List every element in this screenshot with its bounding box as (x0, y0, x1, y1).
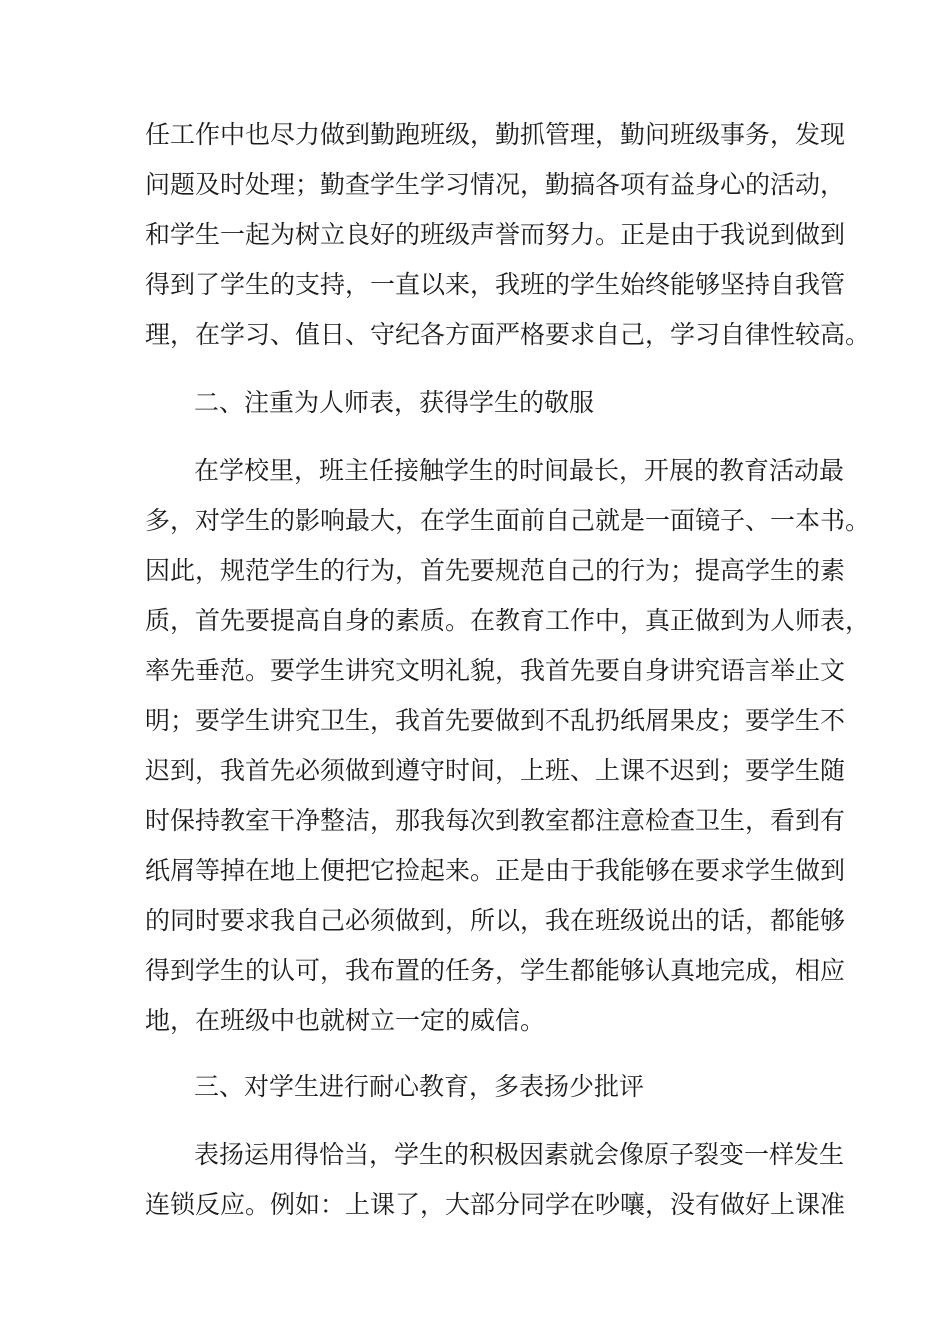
paragraph-3-line-1: 表扬运用得恰当，学生的积极因素就会像原子裂变一样发生 (194, 1140, 845, 1169)
paragraph-2-line-11: 得到学生的认可，我布置的任务，学生都能够认真地完成，相应 (145, 956, 846, 985)
paragraph-2-line-6: 明；要学生讲究卫生，我首先要做到不乱扔纸屑果皮；要学生不 (145, 706, 846, 735)
paragraph-1-line-1: 任工作中也尽力做到勤跑班级，勤抓管理，勤问班级事务，发现 (145, 120, 846, 149)
paragraph-2-line-5: 率先垂范。要学生讲究文明礼貌，我首先要自身讲究语言举止文 (145, 656, 846, 685)
paragraph-1-line-2: 问题及时处理；勤查学生学习情况，勤搞各项有益身心的活动， (145, 170, 846, 199)
paragraph-2-line-10: 的同时要求我自己必须做到，所以，我在班级说出的话，都能够 (145, 906, 846, 935)
paragraph-2-line-3: 因此，规范学生的行为，首先要规范自己的行为；提高学生的素 (145, 556, 846, 585)
paragraph-2-line-2: 多，对学生的影响最大，在学生面前自己就是一面镜子、一本书。 (145, 506, 871, 535)
paragraph-3-line-2: 连锁反应。例如：上课了，大部分同学在吵嚷，没有做好上课准 (145, 1190, 846, 1219)
paragraph-2-line-8: 时保持教室干净整洁，那我每次到教室都注意检查卫生，看到有 (145, 806, 846, 835)
paragraph-2-line-12: 地，在班级中也就树立一定的威信。 (145, 1006, 546, 1035)
paragraph-1-line-5: 理，在学习、值日、守纪各方面严格要求自己，学习自律性较高。 (145, 320, 871, 349)
paragraph-1-line-3: 和学生一起为树立良好的班级声誉而努力。正是由于我说到做到 (145, 220, 846, 249)
section-heading-2: 二、注重为人师表，获得学生的敬服 (194, 388, 595, 417)
paragraph-2-line-1: 在学校里，班主任接触学生的时间最长，开展的教育活动最 (194, 456, 845, 485)
paragraph-2-line-4: 质，首先要提高自身的素质。在教育工作中，真正做到为人师表， (145, 606, 871, 635)
paragraph-1-line-4: 得到了学生的支持，一直以来，我班的学生始终能够坚持自我管 (145, 270, 846, 299)
paragraph-2-line-7: 迟到，我首先必须做到遵守时间，上班、上课不迟到；要学生随 (145, 756, 846, 785)
paragraph-2-line-9: 纸屑等掉在地上便把它捡起来。正是由于我能够在要求学生做到 (145, 856, 846, 885)
section-heading-3: 三、对学生进行耐心教育，多表扬少批评 (194, 1072, 645, 1101)
